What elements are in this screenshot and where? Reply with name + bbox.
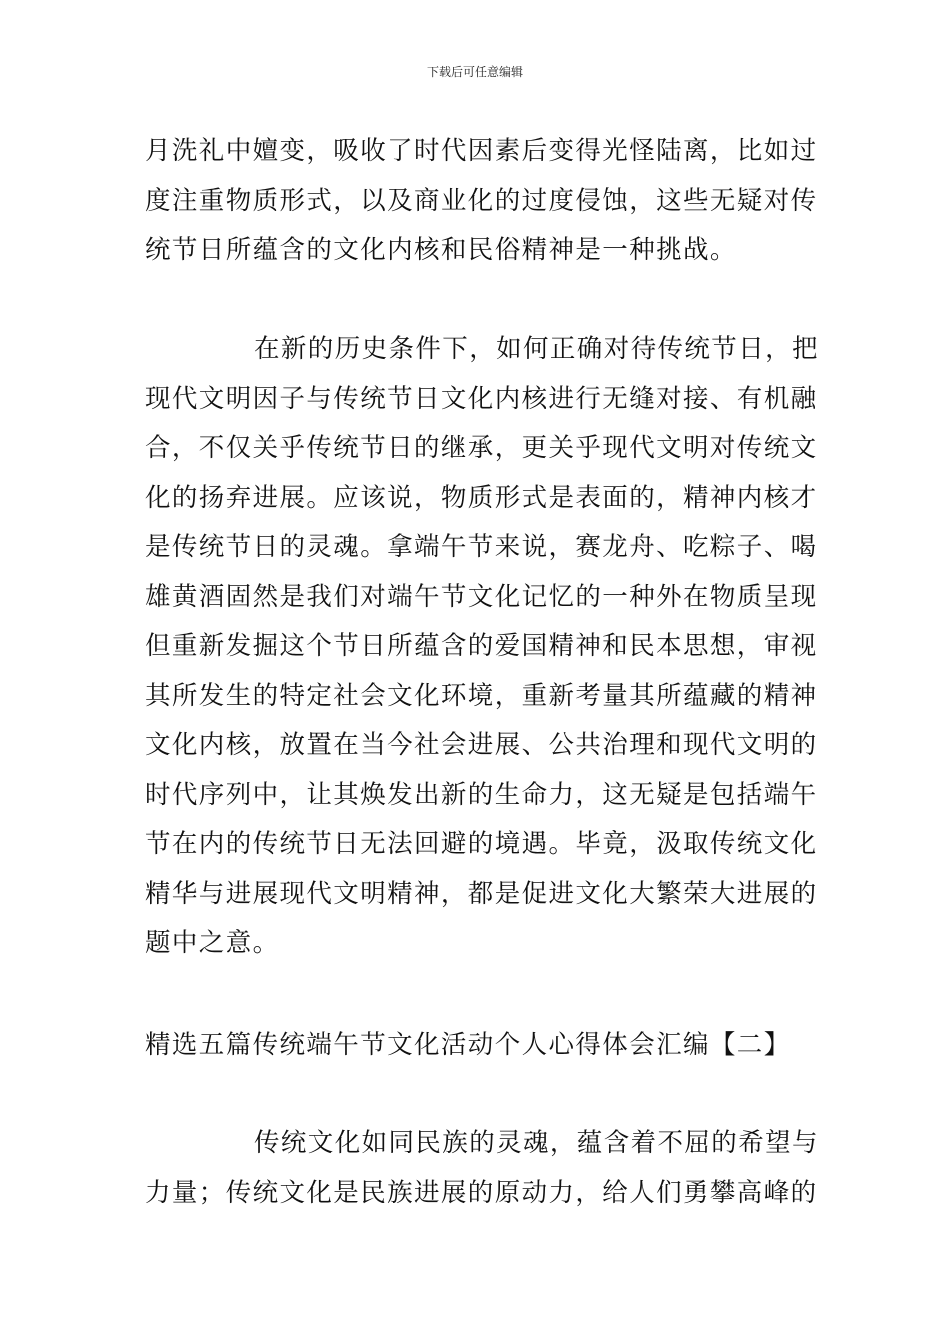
text-line: 精华与进展现代文明精神，都是促进文化大繁荣大进展的 bbox=[145, 878, 818, 909]
text-line: 文化内核，放置在当今社会进展、公共治理和现代文明的 bbox=[145, 730, 818, 760]
text-line: 时代序列中，让其焕发出新的生命力，这无疑是包括端午 bbox=[145, 779, 818, 810]
text-line: 化的扬弃进展。应该说，物质形式是表面的，精神内核才 bbox=[145, 482, 818, 513]
text-line: 题中之意。 bbox=[145, 928, 280, 958]
text-line: 统节日所蕴含的文化内核和民俗精神是一种挑战。 bbox=[145, 235, 737, 265]
text-line: 传统文化如同民族的灵魂，蕴含着不屈的希望与 bbox=[254, 1128, 819, 1158]
paragraph-next bbox=[145, 1119, 819, 1218]
text-line: 是传统节日的灵魂。拿端午节来说，赛龙舟、吃粽子、喝 bbox=[145, 532, 818, 562]
text-line: 其所发生的特定社会文化环境，重新考量其所蕴藏的精神 bbox=[145, 680, 818, 711]
section-heading-text: 精选五篇传统端午节文化活动个人心得体会汇编【二】 bbox=[145, 1030, 791, 1060]
text-line: 合，不仅关乎传统节日的继承，更关乎现代文明对传统文 bbox=[145, 433, 818, 463]
text-line: 度注重物质形式，以及商业化的过度侵蚀，这些无疑对传 bbox=[145, 185, 818, 216]
text-line: 力量；传统文化是民族进展的原动力，给人们勇攀高峰的 bbox=[145, 1177, 818, 1208]
section-heading bbox=[145, 1021, 810, 1071]
text-line: 节在内的传统节日无法回避的境遇。毕竟，汲取传统文化 bbox=[145, 829, 818, 859]
paragraph-main bbox=[145, 325, 819, 969]
paragraph-continuation bbox=[145, 127, 818, 276]
text-line: 雄黄酒固然是我们对端午节文化记忆的一种外在物质呈现 bbox=[145, 581, 818, 612]
text-line: 在新的历史条件下，如何正确对待传统节日，把 bbox=[254, 334, 819, 364]
text-line: 现代文明因子与传统节日文化内核进行无缝对接、有机融 bbox=[145, 383, 818, 414]
text-line: 但重新发掘这个节日所蕴含的爱国精神和民本思想，审视 bbox=[145, 631, 818, 661]
text-line: 月洗礼中嬗变，吸收了时代因素后变得光怪陆离，比如过 bbox=[145, 136, 818, 166]
page-header-note: 下载后可任意编辑 bbox=[426, 65, 523, 79]
